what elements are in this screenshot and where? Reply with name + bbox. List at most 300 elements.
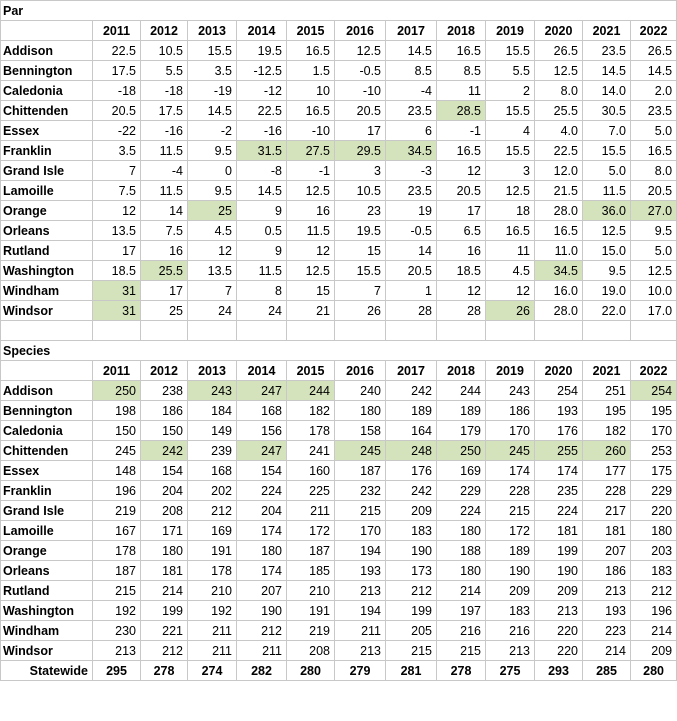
statewide-value-cell[interactable]: 293 [535, 661, 583, 681]
par-value-cell[interactable]: 7.5 [141, 221, 188, 241]
statewide-value-cell[interactable]: 278 [141, 661, 188, 681]
blank-cell[interactable] [141, 321, 188, 341]
par-value-cell[interactable]: -2 [188, 121, 237, 141]
species-county-label[interactable]: Chittenden [1, 441, 93, 461]
species-value-cell[interactable]: 175 [631, 461, 677, 481]
species-value-cell[interactable]: 209 [486, 581, 535, 601]
species-value-cell[interactable]: 193 [535, 401, 583, 421]
par-value-cell[interactable]: 3 [335, 161, 386, 181]
species-value-cell[interactable]: 174 [237, 521, 287, 541]
species-value-cell[interactable]: 224 [437, 501, 486, 521]
par-value-cell[interactable]: 22.5 [237, 101, 287, 121]
par-value-cell[interactable]: 10.5 [335, 181, 386, 201]
species-value-cell[interactable]: 176 [386, 461, 437, 481]
par-value-cell[interactable]: -10 [335, 81, 386, 101]
species-value-cell[interactable]: 242 [386, 481, 437, 501]
species-value-cell[interactable]: 187 [93, 561, 141, 581]
species-value-cell[interactable]: 228 [583, 481, 631, 501]
statewide-value-cell[interactable]: 281 [386, 661, 437, 681]
par-value-cell[interactable]: 17 [141, 281, 188, 301]
par-year-header[interactable]: 2020 [535, 21, 583, 41]
species-value-cell[interactable]: 245 [486, 441, 535, 461]
par-value-cell[interactable]: -0.5 [386, 221, 437, 241]
par-county-label[interactable]: Lamoille [1, 181, 93, 201]
statewide-value-cell[interactable]: 280 [631, 661, 677, 681]
par-value-cell[interactable]: 7.5 [93, 181, 141, 201]
par-value-cell[interactable]: -3 [386, 161, 437, 181]
par-value-cell[interactable]: 4.0 [535, 121, 583, 141]
blank-cell[interactable] [486, 321, 535, 341]
species-year-header[interactable]: 2018 [437, 361, 486, 381]
par-value-cell[interactable]: 8 [237, 281, 287, 301]
par-value-cell[interactable]: -4 [386, 81, 437, 101]
par-value-cell[interactable]: 15.5 [486, 41, 535, 61]
blank-cell[interactable] [386, 321, 437, 341]
species-value-cell[interactable]: 169 [188, 521, 237, 541]
species-value-cell[interactable]: 225 [287, 481, 335, 501]
species-county-label[interactable]: Orleans [1, 561, 93, 581]
par-value-cell[interactable]: 14.5 [583, 61, 631, 81]
species-year-header[interactable]: 2015 [287, 361, 335, 381]
par-value-cell[interactable]: 28 [386, 301, 437, 321]
species-value-cell[interactable]: 190 [486, 561, 535, 581]
par-value-cell[interactable]: 16 [141, 241, 188, 261]
species-value-cell[interactable]: 170 [335, 521, 386, 541]
par-value-cell[interactable]: 10 [287, 81, 335, 101]
species-value-cell[interactable]: 177 [583, 461, 631, 481]
par-value-cell[interactable]: 24 [237, 301, 287, 321]
par-year-header[interactable]: 2022 [631, 21, 677, 41]
species-county-label[interactable]: Rutland [1, 581, 93, 601]
par-value-cell[interactable]: -1 [287, 161, 335, 181]
par-value-cell[interactable]: 14.5 [386, 41, 437, 61]
par-value-cell[interactable]: -22 [93, 121, 141, 141]
par-value-cell[interactable]: 16.0 [535, 281, 583, 301]
species-value-cell[interactable]: 210 [287, 581, 335, 601]
par-value-cell[interactable]: 1.5 [287, 61, 335, 81]
species-value-cell[interactable]: 212 [237, 621, 287, 641]
par-value-cell[interactable]: 19 [386, 201, 437, 221]
species-value-cell[interactable]: 190 [237, 601, 287, 621]
species-value-cell[interactable]: 212 [631, 581, 677, 601]
species-value-cell[interactable]: 228 [486, 481, 535, 501]
par-value-cell[interactable]: 11.5 [237, 261, 287, 281]
blank-cell[interactable] [335, 321, 386, 341]
par-value-cell[interactable]: 11.0 [535, 241, 583, 261]
par-value-cell[interactable]: 4.5 [188, 221, 237, 241]
species-value-cell[interactable]: 193 [583, 601, 631, 621]
species-value-cell[interactable]: 241 [287, 441, 335, 461]
par-year-header[interactable]: 2011 [93, 21, 141, 41]
par-value-cell[interactable]: 25.5 [141, 261, 188, 281]
par-value-cell[interactable]: 22.5 [93, 41, 141, 61]
par-value-cell[interactable]: 5.5 [141, 61, 188, 81]
species-county-label[interactable]: Caledonia [1, 421, 93, 441]
species-value-cell[interactable]: 242 [386, 381, 437, 401]
par-value-cell[interactable]: 17.0 [631, 301, 677, 321]
par-value-cell[interactable]: 22.5 [535, 141, 583, 161]
species-year-header[interactable]: 2019 [486, 361, 535, 381]
species-value-cell[interactable]: 216 [486, 621, 535, 641]
species-value-cell[interactable]: 199 [535, 541, 583, 561]
species-county-label[interactable]: Orange [1, 541, 93, 561]
species-value-cell[interactable]: 229 [631, 481, 677, 501]
species-value-cell[interactable]: 215 [386, 641, 437, 661]
par-county-label[interactable]: Caledonia [1, 81, 93, 101]
species-year-header[interactable]: 2016 [335, 361, 386, 381]
species-value-cell[interactable]: 253 [631, 441, 677, 461]
par-value-cell[interactable]: 23 [335, 201, 386, 221]
species-value-cell[interactable]: 173 [386, 561, 437, 581]
par-value-cell[interactable]: 9.5 [188, 181, 237, 201]
par-value-cell[interactable]: 23.5 [631, 101, 677, 121]
par-value-cell[interactable]: 12.5 [335, 41, 386, 61]
par-value-cell[interactable]: 1 [386, 281, 437, 301]
blank-cell[interactable] [237, 321, 287, 341]
species-value-cell[interactable]: 187 [287, 541, 335, 561]
species-value-cell[interactable]: 221 [141, 621, 188, 641]
species-county-label[interactable]: Washington [1, 601, 93, 621]
par-value-cell[interactable]: 28 [437, 301, 486, 321]
species-value-cell[interactable]: 148 [93, 461, 141, 481]
species-value-cell[interactable]: 250 [93, 381, 141, 401]
species-county-label[interactable]: Essex [1, 461, 93, 481]
par-value-cell[interactable]: 26.5 [631, 41, 677, 61]
par-value-cell[interactable]: 4 [486, 121, 535, 141]
species-value-cell[interactable]: 243 [486, 381, 535, 401]
par-value-cell[interactable]: 15.5 [188, 41, 237, 61]
species-value-cell[interactable]: 214 [631, 621, 677, 641]
species-value-cell[interactable]: 216 [437, 621, 486, 641]
species-value-cell[interactable]: 220 [631, 501, 677, 521]
species-value-cell[interactable]: 192 [93, 601, 141, 621]
species-value-cell[interactable]: 247 [237, 381, 287, 401]
species-value-cell[interactable]: 208 [287, 641, 335, 661]
species-value-cell[interactable]: 215 [93, 581, 141, 601]
par-value-cell[interactable]: 31 [93, 301, 141, 321]
species-value-cell[interactable]: 181 [583, 521, 631, 541]
par-value-cell[interactable]: 14 [141, 201, 188, 221]
species-county-label[interactable]: Windham [1, 621, 93, 641]
par-value-cell[interactable]: 36.0 [583, 201, 631, 221]
par-value-cell[interactable]: 11 [437, 81, 486, 101]
par-value-cell[interactable]: -4 [141, 161, 188, 181]
par-value-cell[interactable]: 18.5 [93, 261, 141, 281]
species-value-cell[interactable]: 210 [188, 581, 237, 601]
species-value-cell[interactable]: 213 [535, 601, 583, 621]
par-value-cell[interactable]: 23.5 [386, 181, 437, 201]
species-value-cell[interactable]: 180 [141, 541, 188, 561]
par-county-label[interactable]: Bennington [1, 61, 93, 81]
par-value-cell[interactable]: 12 [486, 281, 535, 301]
species-value-cell[interactable]: 238 [141, 381, 188, 401]
par-value-cell[interactable]: 19.0 [583, 281, 631, 301]
species-value-cell[interactable]: 244 [437, 381, 486, 401]
species-value-cell[interactable]: 219 [287, 621, 335, 641]
par-value-cell[interactable]: 13.5 [93, 221, 141, 241]
blank-cell[interactable] [287, 321, 335, 341]
blank-cell[interactable] [93, 321, 141, 341]
species-value-cell[interactable]: 190 [535, 561, 583, 581]
species-value-cell[interactable]: 197 [437, 601, 486, 621]
species-value-cell[interactable]: 156 [237, 421, 287, 441]
par-value-cell[interactable]: 2.0 [631, 81, 677, 101]
species-value-cell[interactable]: 183 [386, 521, 437, 541]
par-value-cell[interactable]: 5.5 [486, 61, 535, 81]
statewide-value-cell[interactable]: 274 [188, 661, 237, 681]
par-county-label[interactable]: Franklin [1, 141, 93, 161]
species-value-cell[interactable]: 172 [486, 521, 535, 541]
species-value-cell[interactable]: 220 [535, 621, 583, 641]
par-value-cell[interactable]: 10.5 [141, 41, 188, 61]
species-value-cell[interactable]: 240 [335, 381, 386, 401]
par-value-cell[interactable]: 12.5 [486, 181, 535, 201]
par-value-cell[interactable]: 28.5 [437, 101, 486, 121]
par-value-cell[interactable]: 12 [287, 241, 335, 261]
species-value-cell[interactable]: 180 [335, 401, 386, 421]
par-value-cell[interactable]: -12.5 [237, 61, 287, 81]
species-value-cell[interactable]: 188 [437, 541, 486, 561]
par-value-cell[interactable]: 7 [188, 281, 237, 301]
par-value-cell[interactable]: 15 [335, 241, 386, 261]
species-value-cell[interactable]: 208 [141, 501, 188, 521]
species-value-cell[interactable]: 172 [287, 521, 335, 541]
species-value-cell[interactable]: 242 [141, 441, 188, 461]
par-value-cell[interactable]: 14.5 [188, 101, 237, 121]
species-value-cell[interactable]: 178 [93, 541, 141, 561]
par-value-cell[interactable]: 9.5 [583, 261, 631, 281]
par-value-cell[interactable]: 15 [287, 281, 335, 301]
species-value-cell[interactable]: 187 [335, 461, 386, 481]
par-value-cell[interactable]: 10.0 [631, 281, 677, 301]
par-header-corner[interactable] [1, 21, 93, 41]
species-value-cell[interactable]: 205 [386, 621, 437, 641]
species-value-cell[interactable]: 251 [583, 381, 631, 401]
par-value-cell[interactable]: 15.5 [486, 101, 535, 121]
par-value-cell[interactable]: -16 [237, 121, 287, 141]
species-value-cell[interactable]: 239 [188, 441, 237, 461]
statewide-value-cell[interactable]: 285 [583, 661, 631, 681]
par-value-cell[interactable]: -19 [188, 81, 237, 101]
species-value-cell[interactable]: 191 [287, 601, 335, 621]
species-value-cell[interactable]: 195 [631, 401, 677, 421]
par-value-cell[interactable]: 8.5 [437, 61, 486, 81]
par-value-cell[interactable]: 16.5 [437, 41, 486, 61]
species-year-header[interactable]: 2013 [188, 361, 237, 381]
par-value-cell[interactable]: 26.5 [535, 41, 583, 61]
species-value-cell[interactable]: 190 [386, 541, 437, 561]
species-value-cell[interactable]: 254 [631, 381, 677, 401]
par-county-label[interactable]: Essex [1, 121, 93, 141]
species-value-cell[interactable]: 196 [93, 481, 141, 501]
par-year-header[interactable]: 2016 [335, 21, 386, 41]
species-value-cell[interactable]: 207 [237, 581, 287, 601]
species-value-cell[interactable]: 209 [386, 501, 437, 521]
par-value-cell[interactable]: 31 [93, 281, 141, 301]
species-value-cell[interactable]: 247 [237, 441, 287, 461]
species-value-cell[interactable]: 154 [237, 461, 287, 481]
species-value-cell[interactable]: 224 [535, 501, 583, 521]
species-value-cell[interactable]: 202 [188, 481, 237, 501]
species-value-cell[interactable]: 181 [535, 521, 583, 541]
par-value-cell[interactable]: 0 [188, 161, 237, 181]
par-value-cell[interactable]: 15.5 [486, 141, 535, 161]
par-value-cell[interactable]: 16 [287, 201, 335, 221]
par-value-cell[interactable]: 6.5 [437, 221, 486, 241]
species-value-cell[interactable]: 209 [631, 641, 677, 661]
species-value-cell[interactable]: 255 [535, 441, 583, 461]
blank-cell[interactable] [1, 321, 93, 341]
species-year-header[interactable]: 2017 [386, 361, 437, 381]
par-value-cell[interactable]: 11.5 [287, 221, 335, 241]
par-value-cell[interactable]: -10 [287, 121, 335, 141]
par-value-cell[interactable]: 15.0 [583, 241, 631, 261]
species-value-cell[interactable]: 174 [237, 561, 287, 581]
species-value-cell[interactable]: 150 [93, 421, 141, 441]
species-value-cell[interactable]: 167 [93, 521, 141, 541]
species-value-cell[interactable]: 189 [386, 401, 437, 421]
par-value-cell[interactable]: 34.5 [386, 141, 437, 161]
species-value-cell[interactable]: 250 [437, 441, 486, 461]
statewide-value-cell[interactable]: 275 [486, 661, 535, 681]
species-county-label[interactable]: Grand Isle [1, 501, 93, 521]
par-value-cell[interactable]: 29.5 [335, 141, 386, 161]
species-value-cell[interactable]: 211 [287, 501, 335, 521]
species-value-cell[interactable]: 214 [437, 581, 486, 601]
species-value-cell[interactable]: 160 [287, 461, 335, 481]
par-value-cell[interactable]: 5.0 [631, 121, 677, 141]
species-value-cell[interactable]: 164 [386, 421, 437, 441]
statewide-value-cell[interactable]: 280 [287, 661, 335, 681]
blank-cell[interactable] [583, 321, 631, 341]
par-value-cell[interactable]: 17.5 [93, 61, 141, 81]
species-value-cell[interactable]: 254 [535, 381, 583, 401]
par-value-cell[interactable]: 16 [437, 241, 486, 261]
par-county-label[interactable]: Windsor [1, 301, 93, 321]
species-value-cell[interactable]: 181 [141, 561, 188, 581]
statewide-value-cell[interactable]: 282 [237, 661, 287, 681]
par-county-label[interactable]: Orleans [1, 221, 93, 241]
par-year-header[interactable]: 2021 [583, 21, 631, 41]
species-value-cell[interactable]: 212 [141, 641, 188, 661]
species-value-cell[interactable]: 230 [93, 621, 141, 641]
species-value-cell[interactable]: 176 [535, 421, 583, 441]
species-value-cell[interactable]: 224 [237, 481, 287, 501]
species-value-cell[interactable]: 198 [93, 401, 141, 421]
par-value-cell[interactable]: 12 [437, 281, 486, 301]
par-value-cell[interactable]: 0.5 [237, 221, 287, 241]
species-value-cell[interactable]: 189 [437, 401, 486, 421]
par-value-cell[interactable]: 21 [287, 301, 335, 321]
species-value-cell[interactable]: 180 [237, 541, 287, 561]
species-value-cell[interactable]: 260 [583, 441, 631, 461]
species-value-cell[interactable]: 182 [583, 421, 631, 441]
par-value-cell[interactable]: 9.5 [188, 141, 237, 161]
species-value-cell[interactable]: 182 [287, 401, 335, 421]
par-value-cell[interactable]: 7.0 [583, 121, 631, 141]
species-value-cell[interactable]: 229 [437, 481, 486, 501]
par-value-cell[interactable]: 7 [93, 161, 141, 181]
species-year-header[interactable]: 2011 [93, 361, 141, 381]
par-value-cell[interactable]: 20.5 [335, 101, 386, 121]
species-value-cell[interactable]: 191 [188, 541, 237, 561]
species-value-cell[interactable]: 184 [188, 401, 237, 421]
par-value-cell[interactable]: -18 [141, 81, 188, 101]
par-value-cell[interactable]: 11.5 [141, 181, 188, 201]
par-value-cell[interactable]: -0.5 [335, 61, 386, 81]
par-value-cell[interactable]: 16.5 [437, 141, 486, 161]
par-value-cell[interactable]: 34.5 [535, 261, 583, 281]
par-value-cell[interactable]: 14.5 [237, 181, 287, 201]
species-value-cell[interactable]: 209 [535, 581, 583, 601]
par-value-cell[interactable]: 12.0 [535, 161, 583, 181]
par-value-cell[interactable]: 16.5 [535, 221, 583, 241]
par-value-cell[interactable]: 16.5 [631, 141, 677, 161]
par-value-cell[interactable]: 15.5 [335, 261, 386, 281]
species-value-cell[interactable]: 215 [335, 501, 386, 521]
par-value-cell[interactable]: 8.5 [386, 61, 437, 81]
par-value-cell[interactable]: 8.0 [535, 81, 583, 101]
species-year-header[interactable]: 2012 [141, 361, 188, 381]
par-value-cell[interactable]: 16.5 [287, 41, 335, 61]
par-value-cell[interactable]: 22.0 [583, 301, 631, 321]
species-value-cell[interactable]: 211 [188, 621, 237, 641]
par-value-cell[interactable]: 12.5 [287, 261, 335, 281]
species-value-cell[interactable]: 217 [583, 501, 631, 521]
par-value-cell[interactable]: 12 [437, 161, 486, 181]
par-year-header[interactable]: 2013 [188, 21, 237, 41]
par-value-cell[interactable]: 13.5 [188, 261, 237, 281]
species-value-cell[interactable]: 180 [631, 521, 677, 541]
species-county-label[interactable]: Bennington [1, 401, 93, 421]
par-value-cell[interactable]: 14 [386, 241, 437, 261]
par-value-cell[interactable]: 18 [486, 201, 535, 221]
par-value-cell[interactable]: 20.5 [631, 181, 677, 201]
species-county-label[interactable]: Addison [1, 381, 93, 401]
par-value-cell[interactable]: 11.5 [141, 141, 188, 161]
species-value-cell[interactable]: 194 [335, 541, 386, 561]
species-value-cell[interactable]: 168 [188, 461, 237, 481]
species-year-header[interactable]: 2014 [237, 361, 287, 381]
species-value-cell[interactable]: 199 [141, 601, 188, 621]
species-value-cell[interactable]: 213 [486, 641, 535, 661]
species-value-cell[interactable]: 211 [335, 621, 386, 641]
par-value-cell[interactable]: 12.5 [631, 261, 677, 281]
species-value-cell[interactable]: 219 [93, 501, 141, 521]
blank-cell[interactable] [188, 321, 237, 341]
par-value-cell[interactable]: 4.5 [486, 261, 535, 281]
par-value-cell[interactable]: 14.5 [631, 61, 677, 81]
species-section-title[interactable]: Species [1, 341, 677, 361]
species-value-cell[interactable]: 178 [287, 421, 335, 441]
species-value-cell[interactable]: 213 [93, 641, 141, 661]
blank-cell[interactable] [437, 321, 486, 341]
par-value-cell[interactable]: 11.5 [583, 181, 631, 201]
blank-cell[interactable] [631, 321, 677, 341]
par-county-label[interactable]: Orange [1, 201, 93, 221]
species-value-cell[interactable]: 169 [437, 461, 486, 481]
par-county-label[interactable]: Chittenden [1, 101, 93, 121]
species-county-label[interactable]: Franklin [1, 481, 93, 501]
par-county-label[interactable]: Windham [1, 281, 93, 301]
par-value-cell[interactable]: 25 [141, 301, 188, 321]
species-value-cell[interactable]: 180 [437, 521, 486, 541]
species-value-cell[interactable]: 213 [335, 641, 386, 661]
par-value-cell[interactable]: 2 [486, 81, 535, 101]
par-value-cell[interactable]: 14.0 [583, 81, 631, 101]
species-value-cell[interactable]: 180 [437, 561, 486, 581]
species-value-cell[interactable]: 168 [237, 401, 287, 421]
